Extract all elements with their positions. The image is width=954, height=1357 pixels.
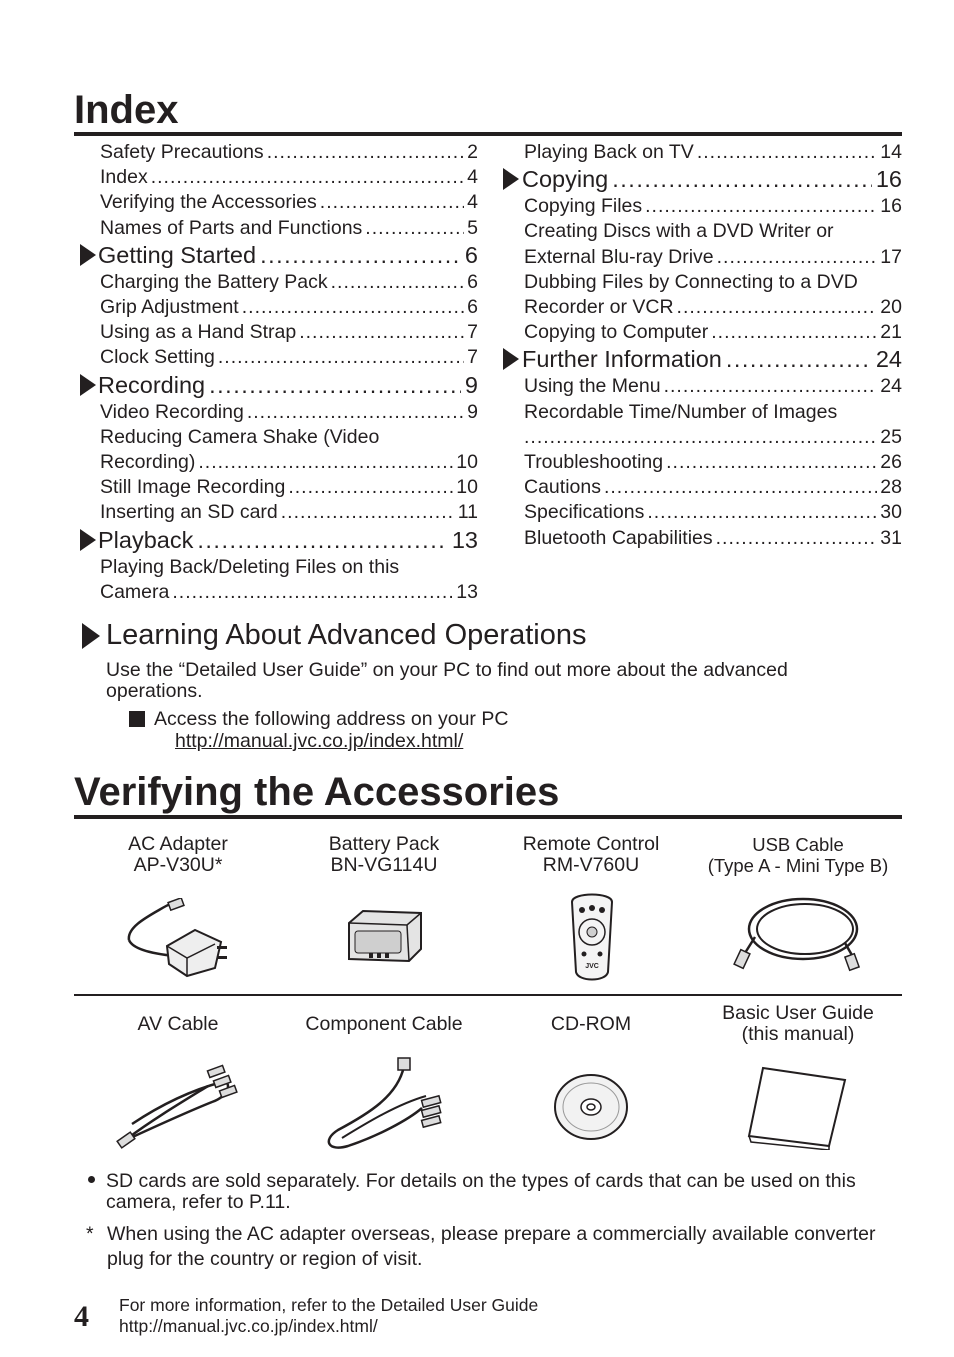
toc-leader-dots bbox=[666, 450, 877, 475]
toc-leader-dots bbox=[151, 165, 464, 190]
toc-entry-label: Using the Menu bbox=[524, 375, 661, 398]
section-triangle-icon bbox=[503, 168, 519, 190]
toc-entry-label: Charging the Battery Pack bbox=[100, 270, 328, 293]
toc-entry-first-line: Reducing Camera Shake (Video bbox=[100, 425, 380, 448]
toc-entry-label: Bluetooth Capabilities bbox=[524, 526, 713, 549]
toc-leader-dots bbox=[726, 345, 872, 373]
accessory-label-component-cable: Component Cable bbox=[305, 1013, 463, 1035]
toc-leader-dots bbox=[247, 400, 464, 425]
toc-section-label: Recording bbox=[98, 371, 206, 398]
toc-entry[interactable] bbox=[524, 475, 902, 500]
toc-entry[interactable] bbox=[524, 320, 902, 345]
toc-page-number: 31 bbox=[880, 526, 902, 549]
toc-entry[interactable] bbox=[100, 270, 478, 295]
toc-page-number: 24 bbox=[880, 375, 902, 398]
toc-leader-dots bbox=[647, 500, 877, 525]
index-title: Index bbox=[74, 88, 179, 132]
toc-section-label: Further Information bbox=[522, 346, 722, 373]
av-cable-icon bbox=[112, 1060, 244, 1152]
manual-url-link[interactable]: http://manual.jvc.co.jp/index.html/ bbox=[175, 730, 464, 752]
toc-entry[interactable] bbox=[524, 374, 902, 399]
toc-leader-dots bbox=[716, 526, 878, 551]
toc-page-number: 2 bbox=[467, 141, 478, 163]
toc-page-number: 7 bbox=[467, 321, 478, 344]
toc-entry-label: Copying to Computer bbox=[524, 321, 709, 344]
index-title-rule bbox=[74, 132, 902, 136]
toc-leader-dots bbox=[209, 371, 461, 399]
toc-page-number: 11 bbox=[457, 501, 478, 524]
toc-page-number: 9 bbox=[467, 400, 478, 423]
toc-entry[interactable] bbox=[524, 140, 902, 165]
toc-entry-label: Names of Parts and Functions bbox=[100, 216, 363, 239]
toc-entry[interactable] bbox=[100, 295, 478, 320]
toc-leader-dots bbox=[331, 270, 465, 295]
toc-page-number: 6 bbox=[467, 270, 478, 293]
footer-line1: For more information, refer to the Detailed User Guide bbox=[119, 1295, 539, 1315]
toc-page-number: 24 bbox=[875, 346, 902, 373]
section-triangle-icon bbox=[80, 374, 96, 396]
remote-brand-label: JVC bbox=[585, 963, 599, 970]
toc-leader-dots bbox=[645, 194, 877, 219]
toc-leader-dots bbox=[524, 425, 877, 450]
toc-leader-dots bbox=[320, 190, 464, 215]
toc-leader-dots bbox=[267, 140, 464, 165]
toc-entry[interactable] bbox=[100, 400, 478, 425]
toc-section-heading[interactable] bbox=[98, 371, 478, 399]
toc-entry-label: Verifying the Accessories bbox=[100, 191, 317, 214]
accessories-title-rule bbox=[74, 815, 902, 819]
toc-entry-label: Copying Files bbox=[524, 195, 643, 218]
toc-section-label: Playback bbox=[98, 526, 194, 553]
toc-leader-dots bbox=[242, 295, 464, 320]
toc-leader-dots bbox=[260, 241, 461, 269]
battery-pack-icon bbox=[343, 905, 425, 965]
toc-leader-dots bbox=[172, 580, 453, 605]
toc-entry[interactable] bbox=[100, 345, 478, 370]
toc-entry-label: Index bbox=[100, 166, 148, 189]
remote-control-icon bbox=[564, 888, 620, 984]
toc-page-number: 5 bbox=[467, 216, 478, 239]
toc-leader-dots bbox=[198, 450, 453, 475]
toc-entry-label: Inserting an SD card bbox=[100, 501, 278, 524]
toc-page-number: 20 bbox=[880, 296, 902, 318]
toc-leader-dots bbox=[218, 345, 464, 370]
toc-entry[interactable] bbox=[524, 425, 902, 450]
section-triangle-icon bbox=[80, 529, 96, 551]
accessory-label-cd-rom: CD-ROM bbox=[550, 1013, 632, 1035]
toc-entry[interactable] bbox=[100, 450, 478, 475]
toc-leader-dots bbox=[677, 295, 878, 320]
toc-entry[interactable] bbox=[524, 450, 902, 475]
toc-page-number: 6 bbox=[464, 241, 478, 268]
toc-leader-dots bbox=[299, 320, 464, 345]
toc-entry-first-line: Dubbing Files by Connecting to a DVD bbox=[524, 270, 858, 293]
user-guide-icon bbox=[745, 1062, 849, 1150]
note-asterisk-mark: * bbox=[86, 1223, 94, 1245]
toc-leader-dots bbox=[288, 475, 453, 500]
toc-entry[interactable] bbox=[100, 216, 478, 241]
toc-page-number: 10 bbox=[456, 451, 478, 473]
toc-page-number: 28 bbox=[880, 476, 902, 499]
toc-leader-dots bbox=[711, 320, 877, 345]
note-bullet-icon bbox=[88, 1176, 95, 1183]
toc-entry[interactable] bbox=[100, 500, 478, 525]
toc-page-number: 4 bbox=[467, 191, 478, 214]
accessory-label-remote-control: Remote Control RM-V760U bbox=[522, 833, 660, 876]
note-sd-cards: SD cards are sold separately. For details on the types of cards that can be used on this camera, refer to P.11. bbox=[106, 1170, 856, 1213]
toc-entry-label: Using as a Hand Strap bbox=[100, 321, 297, 344]
toc-entry-label: External Blu-ray Drive bbox=[524, 245, 714, 268]
toc-entry-label: Grip Adjustment bbox=[100, 296, 239, 318]
cd-rom-icon bbox=[553, 1073, 631, 1141]
toc-entry[interactable] bbox=[524, 500, 902, 525]
toc-entry[interactable] bbox=[100, 190, 478, 215]
toc-leader-dots bbox=[717, 245, 878, 270]
toc-entry-label: Recorder or VCR bbox=[524, 296, 674, 318]
toc-section-label: Copying bbox=[522, 166, 609, 193]
toc-entry[interactable] bbox=[524, 194, 902, 219]
footer-url[interactable]: http://manual.jvc.co.jp/index.html/ bbox=[119, 1316, 378, 1336]
toc-entry[interactable] bbox=[100, 165, 478, 190]
toc-entry[interactable] bbox=[100, 580, 478, 605]
toc-page-number: 4 bbox=[467, 166, 478, 189]
square-bullet-icon bbox=[129, 711, 145, 727]
toc-page-number: 21 bbox=[880, 321, 902, 344]
toc-entry-label: Specifications bbox=[524, 501, 645, 524]
toc-entry-label: Still Image Recording bbox=[100, 476, 286, 499]
toc-entry-first-line: Recordable Time/Number of Images bbox=[524, 400, 838, 423]
toc-page-number: 16 bbox=[880, 195, 902, 218]
toc-entry[interactable] bbox=[100, 140, 478, 165]
advanced-heading: Learning About Advanced Operations bbox=[106, 619, 587, 651]
toc-leader-dots bbox=[604, 475, 877, 500]
toc-page-number: 17 bbox=[880, 245, 902, 268]
toc-leader-dots bbox=[664, 374, 878, 399]
accessory-label-user-guide: Basic User Guide (this manual) bbox=[722, 1002, 874, 1045]
toc-leader-dots bbox=[365, 216, 464, 241]
toc-section-heading[interactable] bbox=[522, 165, 902, 193]
toc-leader-dots bbox=[197, 526, 448, 554]
toc-entry-label: Cautions bbox=[524, 476, 601, 499]
toc-entry-first-line: Creating Discs with a DVD Writer or bbox=[524, 220, 834, 243]
toc-leader-dots bbox=[281, 500, 455, 525]
toc-page-number: 9 bbox=[464, 371, 478, 398]
toc-entry[interactable] bbox=[100, 475, 478, 500]
access-text: Access the following address on your PC bbox=[154, 708, 509, 730]
toc-page-number: 13 bbox=[456, 580, 478, 603]
toc-page-number: 26 bbox=[880, 451, 902, 473]
accessory-label-av-cable: AV Cable bbox=[137, 1013, 219, 1035]
toc-page-number: 16 bbox=[875, 166, 902, 193]
accessory-label-battery-pack: Battery Pack BN-VG114U bbox=[328, 833, 440, 876]
ac-adapter-icon bbox=[125, 898, 235, 978]
toc-page-number: 6 bbox=[467, 296, 478, 318]
note-ac-adapter: When using the AC adapter overseas, please prepare a commercially available converter plug for the country or region of visit. bbox=[107, 1223, 876, 1270]
advanced-triangle-icon bbox=[82, 623, 100, 649]
toc-section-heading[interactable] bbox=[98, 526, 478, 554]
accessory-label-usb-cable: USB Cable (Type A - Mini Type B) bbox=[707, 834, 889, 876]
toc-entry[interactable] bbox=[524, 526, 902, 551]
toc-entry-label: Troubleshooting bbox=[524, 451, 664, 473]
page-number: 4 bbox=[74, 1300, 89, 1333]
section-triangle-icon bbox=[80, 244, 96, 266]
toc-section-heading[interactable] bbox=[522, 345, 902, 373]
component-cable-icon bbox=[318, 1056, 448, 1154]
toc-entry-label: Safety Precautions bbox=[100, 141, 264, 163]
toc-entry-label: Camera bbox=[100, 580, 170, 603]
toc-entry-first-line: Playing Back/Deleting Files on this bbox=[100, 555, 400, 578]
toc-entry[interactable] bbox=[100, 320, 478, 345]
toc-page-number: 30 bbox=[880, 501, 902, 524]
usb-cable-icon bbox=[733, 893, 863, 975]
section-triangle-icon bbox=[503, 348, 519, 370]
accessories-title: Verifying the Accessories bbox=[74, 770, 560, 814]
advanced-body: Use the “Detailed User Guide” on your PC to find out more about the advanced operations. bbox=[106, 659, 788, 702]
toc-leader-dots bbox=[612, 165, 872, 193]
toc-entry-label: Clock Setting bbox=[100, 346, 215, 369]
toc-entry[interactable] bbox=[524, 295, 902, 320]
toc-entry[interactable] bbox=[524, 245, 902, 270]
toc-page-number: 13 bbox=[451, 526, 478, 553]
toc-section-heading[interactable] bbox=[98, 241, 478, 269]
toc-entry-label: Video Recording bbox=[100, 400, 244, 423]
toc-page-number: 14 bbox=[880, 141, 902, 163]
toc-entry-label: Recording) bbox=[100, 451, 196, 473]
toc-section-label: Getting Started bbox=[98, 241, 257, 268]
toc-leader-dots bbox=[697, 140, 877, 165]
accessory-label-ac-adapter: AC Adapter AP-V30U* bbox=[128, 833, 228, 876]
accessories-row-divider bbox=[74, 994, 902, 996]
toc-entry-label: Playing Back on TV bbox=[524, 141, 694, 163]
toc-page-number: 7 bbox=[467, 346, 478, 369]
toc-page-number: 25 bbox=[880, 425, 902, 448]
toc-page-number: 10 bbox=[456, 476, 478, 499]
